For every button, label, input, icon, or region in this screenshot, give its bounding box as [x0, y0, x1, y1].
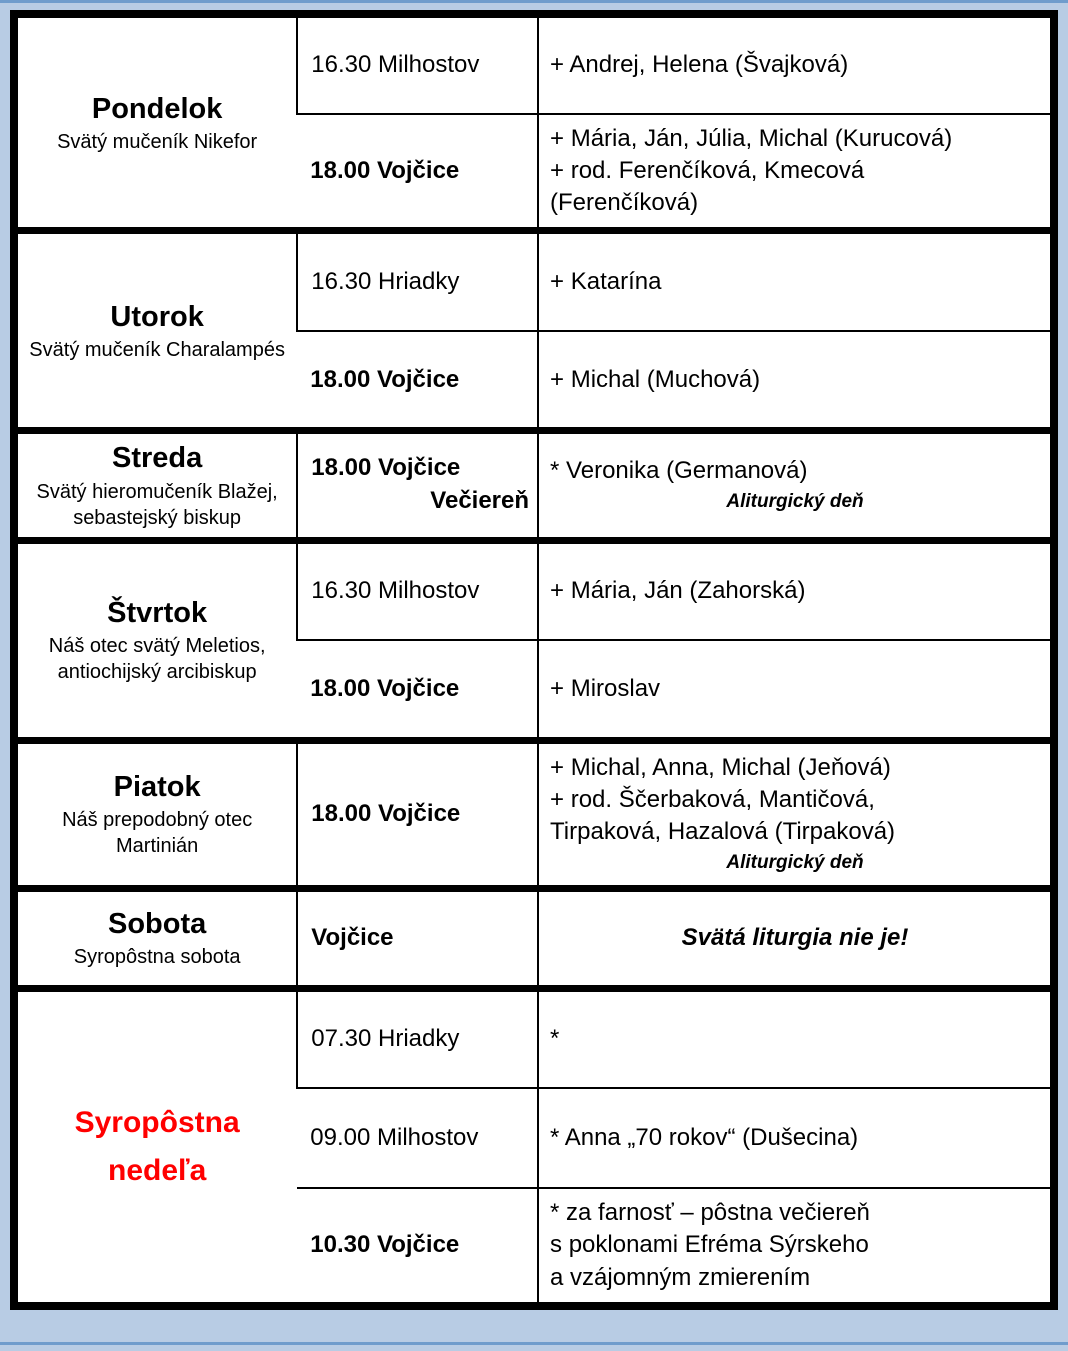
schedule-row	[14, 540, 1054, 640]
intention-cell	[538, 231, 1054, 331]
day-subtitle: Náš otec svätý Meletios, antiochijský arcibiskup	[48, 635, 266, 684]
intention-line: * Anna „70 rokov“ (Dušecina)	[550, 1124, 859, 1152]
no-liturgy-note: Svätá liturgia nie je!	[681, 924, 909, 952]
service-time: 18.00 Vojčice	[310, 365, 460, 393]
intention-line: s poklonami Efréma Sýrskeho	[550, 1231, 869, 1259]
service-time: 16.30 Milhostov	[311, 577, 480, 605]
intention-line: Tirpaková, Hazalová (Tirpaková)	[550, 818, 896, 846]
intention-cell	[538, 14, 1054, 114]
liturgical-schedule-table	[10, 10, 1058, 1310]
intention-line: + Katarína	[550, 268, 662, 296]
intention-line: (Ferenčíková)	[550, 189, 699, 217]
day-cell	[14, 231, 297, 431]
schedule-row	[14, 431, 1054, 540]
day-cell	[14, 540, 297, 740]
service-time-cell	[297, 888, 538, 988]
day-name: Štvrtok	[107, 597, 208, 630]
intention-line: + Michal, Anna, Michal (Jeňová)	[550, 753, 891, 781]
intention-cell	[538, 331, 1054, 431]
aliturgical-day-note: Aliturgický deň	[726, 491, 864, 513]
intention-line: + Mária, Ján, Júlia, Michal (Kurucová)	[550, 125, 953, 152]
intention-line: + Miroslav	[550, 674, 661, 702]
intention-cell	[538, 740, 1054, 888]
day-name: Piatok	[113, 771, 201, 804]
schedule-row	[14, 988, 1054, 1088]
intention-line: *	[550, 1025, 560, 1053]
vespers-label: Večiereň	[430, 487, 530, 515]
service-time-cell	[297, 740, 538, 888]
service-time-cell	[297, 114, 538, 231]
service-time: 18.00 Vojčice	[310, 157, 460, 185]
day-cell	[14, 988, 297, 1305]
day-subtitle: Náš prepodobný otec Martinián	[62, 809, 253, 858]
service-time: 18.00 Vojčice	[310, 674, 460, 702]
schedule-row	[14, 231, 1054, 331]
day-subtitle: Svätý mučeník Charalampés	[29, 339, 285, 362]
intention-cell	[538, 1088, 1054, 1188]
intention-cell	[538, 114, 1054, 231]
day-name: Utorok	[110, 300, 204, 333]
day-cell	[14, 14, 297, 231]
intention-line: + Mária, Ján (Zahorská)	[550, 577, 806, 605]
intention-line: * Veronika (Germanová)	[550, 457, 808, 485]
service-time-cell	[297, 231, 538, 331]
day-name: Sobota	[107, 908, 207, 941]
service-time: Vojčice	[311, 924, 394, 952]
service-time-cell	[297, 431, 538, 540]
aliturgical-day-note: Aliturgický deň	[726, 852, 864, 874]
intention-cell	[538, 640, 1054, 740]
service-time: 18.00 Vojčice	[311, 800, 461, 828]
service-time-cell	[297, 540, 538, 640]
intention-line: a vzájomným zmierením	[550, 1263, 811, 1291]
service-time-cell	[297, 1088, 538, 1188]
intention-cell	[538, 540, 1054, 640]
schedule-row	[14, 14, 1054, 114]
intention-cell	[538, 888, 1054, 988]
intention-cell	[538, 1188, 1054, 1305]
page-edge-line-bottom	[0, 1342, 1068, 1345]
day-name: Pondelok	[91, 92, 223, 125]
day-subtitle: Svätý hieromučeník Blažej, sebastejský biskup	[36, 480, 278, 529]
intention-line: + Michal (Muchová)	[550, 365, 761, 393]
intention-line: + rod. Ferenčíková, Kmecová	[550, 157, 865, 185]
day-cell	[14, 740, 297, 888]
day-name: Streda	[112, 442, 203, 475]
service-time: 16.30 Hriadky	[311, 268, 460, 296]
day-name: Syropôstna nedeľa	[74, 1105, 240, 1187]
day-subtitle: Syropôstna sobota	[73, 946, 241, 969]
service-time-cell	[297, 640, 538, 740]
day-cell	[14, 431, 297, 540]
service-time: 10.30 Vojčice	[310, 1231, 460, 1259]
schedule-row	[14, 888, 1054, 988]
service-time-cell	[297, 1188, 538, 1305]
schedule-row	[14, 740, 1054, 888]
service-time-cell	[297, 14, 538, 114]
service-time: 07.30 Hriadky	[311, 1025, 460, 1053]
service-time-cell	[297, 331, 538, 431]
intention-line: + Andrej, Helena (Švajková)	[550, 51, 849, 79]
day-subtitle: Svätý mučeník Nikefor	[57, 130, 258, 153]
intention-cell	[538, 431, 1054, 540]
service-time: 16.30 Milhostov	[311, 51, 480, 79]
page-edge-line-top	[0, 0, 1068, 3]
service-time: 18.00 Vojčice	[311, 454, 461, 481]
intention-cell	[538, 988, 1054, 1088]
service-time-cell	[297, 988, 538, 1088]
day-cell	[14, 888, 297, 988]
intention-line: * za farnosť – pôstna večiereň	[550, 1199, 870, 1227]
intention-line: + rod. Ščerbaková, Mantičová,	[550, 785, 875, 813]
service-time: 09.00 Milhostov	[310, 1124, 479, 1152]
